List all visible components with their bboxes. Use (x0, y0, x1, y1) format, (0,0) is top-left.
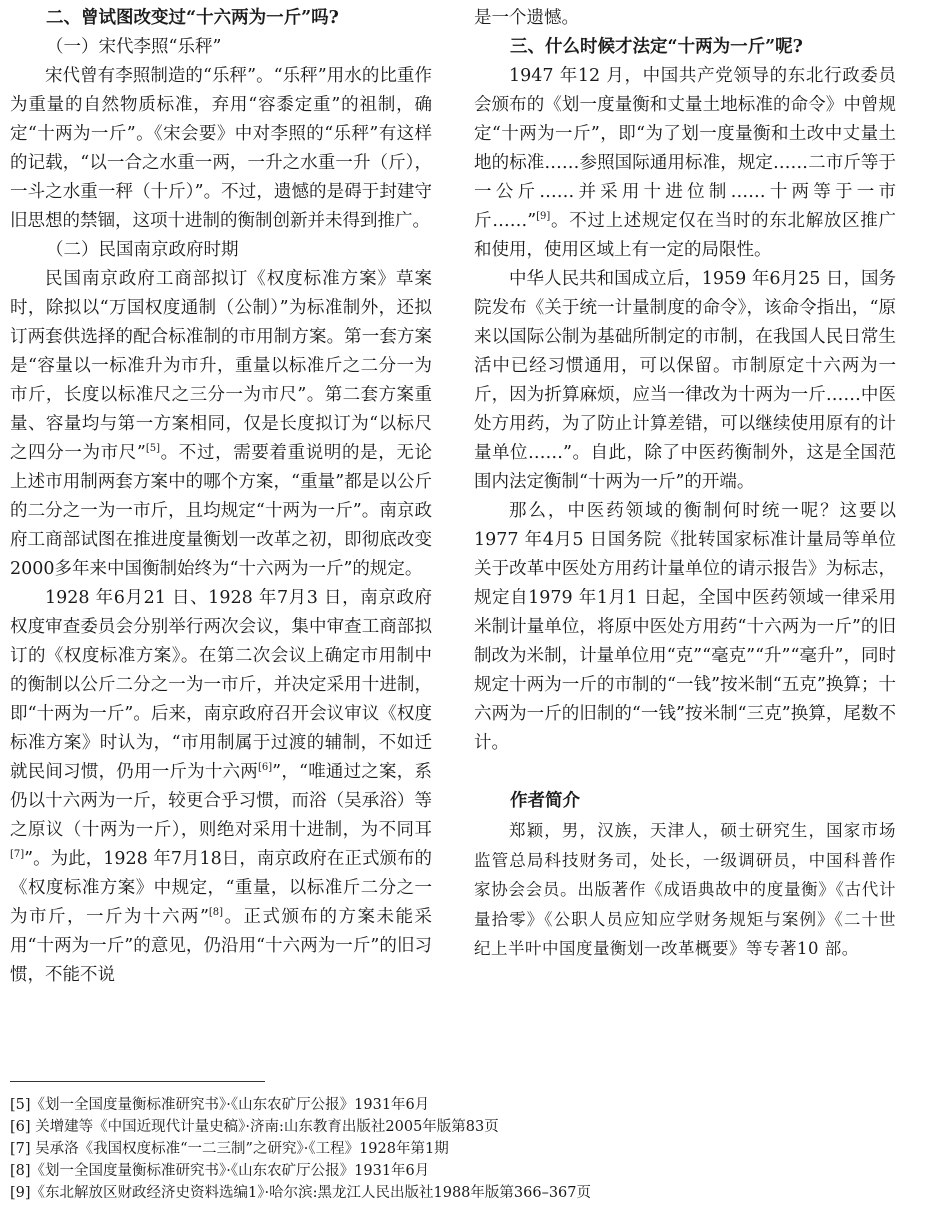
author-bio: 郑颖，男，汉族，天津人，硕士研究生，国家市场监管总局科技财务司，处长，一级调研员，中国科普作家协会会员。出版著作《成语典故中的度量衡》《古代计量拾零》《公职人员应知应学财务规矩与案例》《二十世纪上半叶中国度量衡划一改革概要》等专著10 部。 (474, 821, 896, 958)
footnote-8: [8]《划一全国度量衡标准研究书》·《山东农矿厅公报》1931年6月 (10, 1163, 430, 1179)
paragraph-1947-northeast (474, 62, 896, 265)
paragraph-text: 。不过上述规定仅在当时的东北解放区推广和使用，使用区域上有一定的局限性。 (474, 211, 896, 260)
paragraph-continuation: 是一个遗憾。 (474, 8, 579, 28)
footnote-divider (10, 1081, 265, 1082)
footnote-9: [9]《东北解放区财政经济史资料选编1》·哈尔滨:黑龙江人民出版社1988年版第366–367页 (10, 1185, 592, 1201)
paragraph-text: 1928 年6月21 日、1928 年7月3 日，南京政府权度审查委员会分别举行两次会议，集中审查工商部拟订的《权度标准方案》。在第二次会议上确定市用制中的衡制以公斤二分之一为一市斤，并决定采用十进制，即“十两为一斤”。后来，南京政府召开会议审议《权度标准方案》时认为，“市用制属于过渡的辅制，不如迁就民间习惯，仍用一斤为十六两 (10, 588, 432, 782)
paragraph-text: 。正式颁布的方案未能采用“十两为一斤”的意见，仍沿用“十六两为一斤”的旧习惯，不能不说 (10, 907, 432, 985)
paragraph-text: 1947 年12 月，中国共产党领导的东北行政委员会颁布的《划一度量衡和丈量土地标准的命令》中曾规定“十两为一斤”，即“为了划一度量衡和土改中丈量土地的标准……参照国际通用标准，规定……二市斤等于一公斤……并采用十进位制……十两等于一市斤……” (474, 66, 896, 231)
footnotes (10, 1094, 910, 1204)
paragraph-song-dynasty: 宋代曾有李照制造的“乐秤”。“乐秤”用水的比重作为重量的自然物质标准，弃用“容黍定重”的祖制，确定“十两为一斤”。《宋会要》中对李照的“乐秤”有这样的记载，“以一合之水重一两，一升之水重一升（斤），一斗之水重一秤（十斤）”。不过，遗憾的是碍于封建守旧思想的禁锢，这项十进制的衡制创新并未得到推广。 (10, 66, 432, 231)
footnote-ref-6: [6] (258, 762, 273, 774)
paragraph-text: 。不过，需要着重说明的是，无论上述市用制两套方案中的哪个方案，“重量”都是以公斤的二分之一为一市斤，且均规定“十两为一斤”。南京政府工商部试图在推进度量衡划一改革之初，即彻底改变2000多年来中国衡制始终为“十六两为一斤”的规定。 (10, 443, 433, 579)
paragraph-nanjing-draft (10, 265, 432, 584)
footnote-6: [6] 关增建等《中国近现代计量史稿》·济南:山东教育出版社2005年版第83页 (10, 1119, 499, 1135)
author-heading: 作者简介 (510, 791, 580, 811)
paragraph-text: 民国南京政府工商部拟订《权度标准方案》草案时，除拟以“万国权度通制（公制）”为标准制外，还拟订两套供选择的配合标准制的市用制方案。第一套方案是“容量以一标准升为市升，重量以标准斤之二分一为市斤，长度以标准尺之三分一为市尺”。第二套方案重量、容量均与第一方案相同，仅是长度拟订为“以标尺之四分一为市尺” (10, 269, 432, 463)
footnote-ref-9: [9] (536, 211, 551, 223)
footnote-ref-5: [5] (145, 443, 161, 455)
section-heading-3: 三、什么时候才法定“十两为一斤”呢? (510, 37, 803, 57)
left-column (10, 4, 432, 990)
footnote-7: [7] 吴承洛《我国权度标准“一二三制”之研究》·《工程》1928年第1期 (10, 1141, 449, 1157)
footnote-ref-7: [7] (10, 849, 25, 861)
subsection-heading-republic-era: （二）民国南京政府时期 (46, 240, 239, 260)
paragraph-tcm-unification: 那么，中医药领域的衡制何时统一呢？这要以1977 年4月5 日国务院《批转国家标准计量局等单位关于改革中医处方用药计量单位的请示报告》为标志，规定自1979 年1月1 日起，全国中医药领域一律采用米制计量单位，将原中医处方用药“十六两为一斤”的旧制改为米制，计量单位用“克”“毫克”“升”“毫升”，同时规定十两为一斤的市制的“一钱”按米制“五克”换算；十六两为一斤的旧制的“一钱”按米制“三克”换算，尾数不计。 (474, 501, 896, 753)
paragraph-1959-order: 中华人民共和国成立后，1959 年6月25 日，国务院发布《关于统一计量制度的命令》，该命令指出，“原来以国际公制为基础所制定的市制，在我国人民日常生活中已经习惯通用，可以保留。市制原定十六两为一斤，因为折算麻烦，应当一律改为十两为一斤……中医处方用药，为了防止计算差错，可以继续使用原有的计量单位……”。自此，除了中医药衡制外，这是全国范围内法定衡制“十两为一斤”的开端。 (474, 269, 896, 492)
right-column (474, 4, 896, 964)
section-heading-2: 二、曾试图改变过“十六两为一斤”吗? (46, 8, 339, 28)
paragraph-text: ”，“唯通过之案，系仍以十六两为一斤，较更合乎习惯，而浴（吴承浴）等之原议（十两为一斤），则绝对采用十进制，为不同耳 (10, 762, 432, 840)
footnote-5: [5]《划一全国度量衡标准研究书》·《山东农矿厅公报》1931年6月 (10, 1097, 430, 1113)
paragraph-1928-meetings (10, 584, 432, 990)
paragraph-text: ”。为此，1928 年7月18日，南京政府在正式颁布的《权度标准方案》中规定，“重量，以标准斤二分之一为市斤，一斤为十六两” (10, 849, 432, 927)
footnote-ref-8: [8] (208, 907, 224, 919)
subsection-heading-song-dynasty: （一）宋代李照“乐秤” (46, 37, 222, 57)
